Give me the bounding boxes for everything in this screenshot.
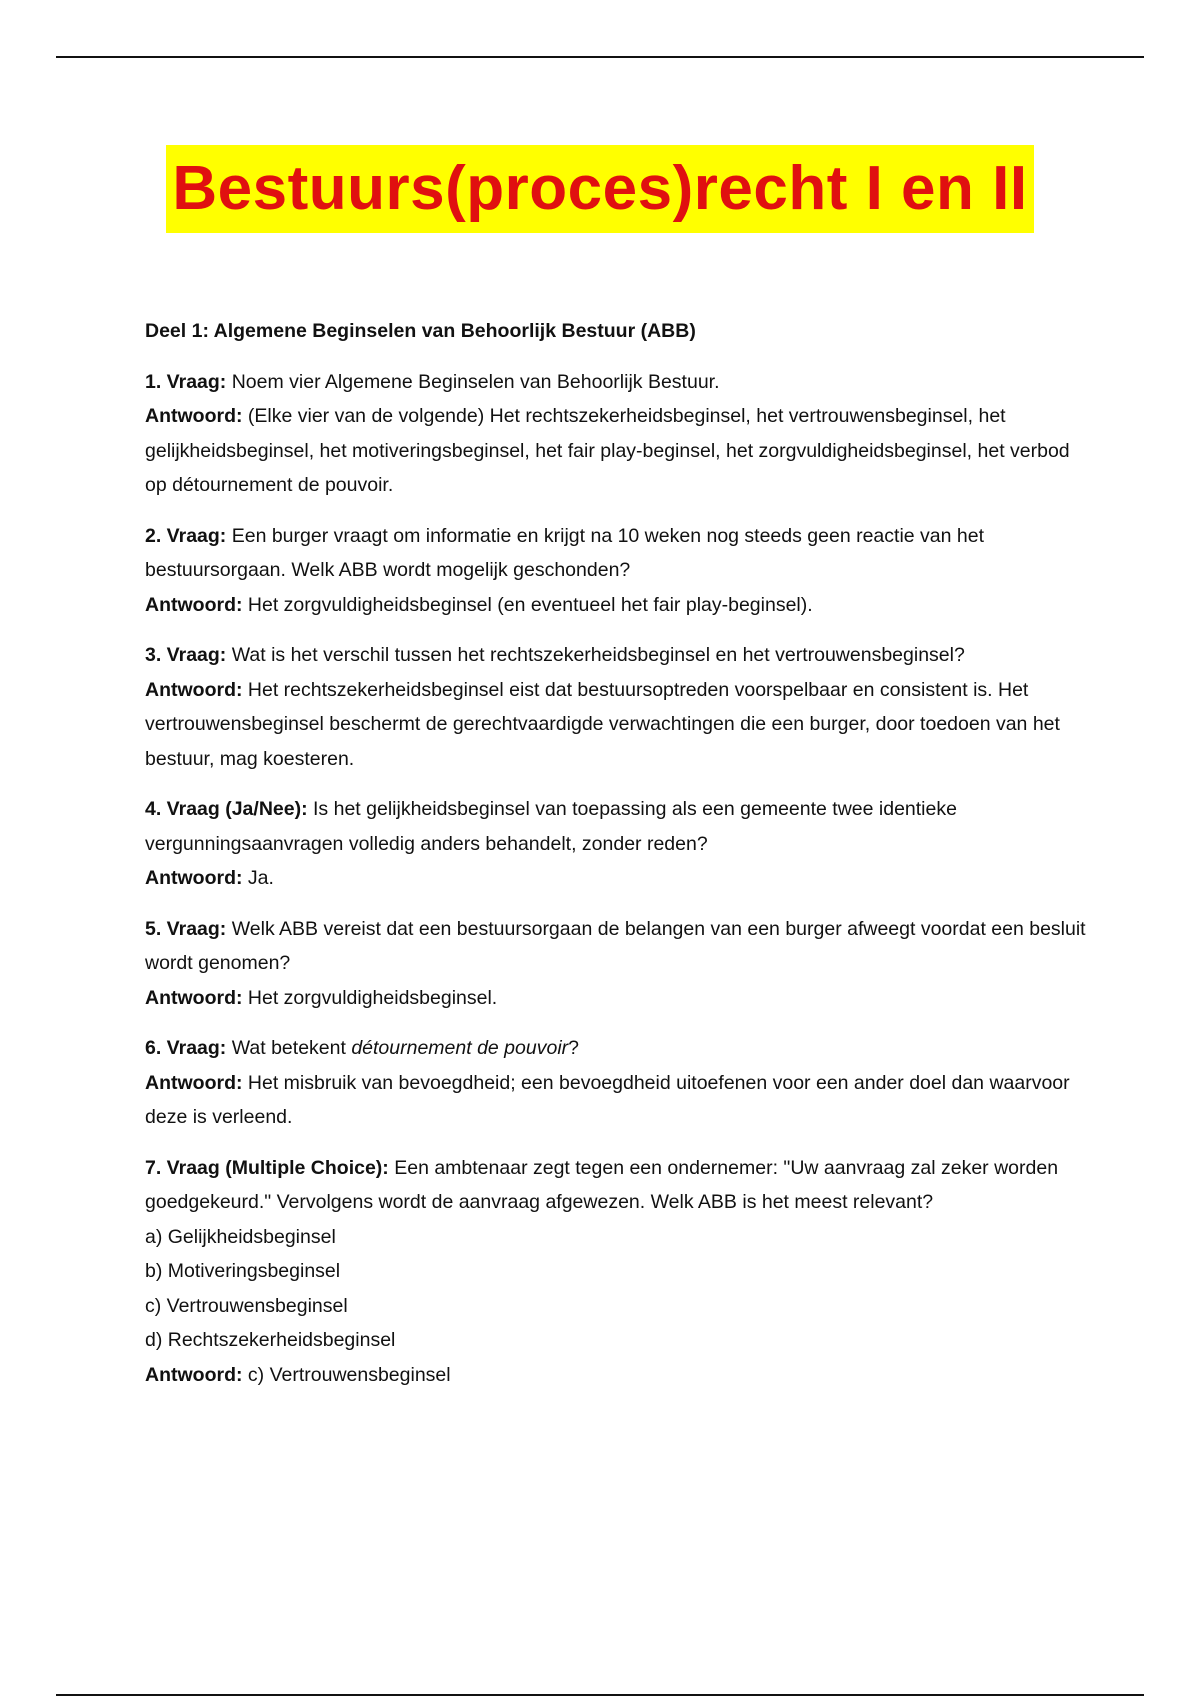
question-text: Wat betekent — [231, 1037, 346, 1059]
option-a: a) Gelijkheidsbeginsel — [145, 1225, 336, 1248]
question-text: Noem vier Algemene Beginselen van Behoorlijk Bestuur. — [231, 370, 720, 393]
question-6 — [145, 1031, 1095, 1066]
answer-label: Antwoord: — [145, 867, 243, 889]
title-wrap — [0, 145, 1200, 233]
question-label: 6. Vraag: — [145, 1037, 227, 1059]
answer-5 — [145, 981, 1095, 1016]
answer-1 — [145, 399, 1095, 503]
answer-label: Antwoord: — [145, 593, 243, 616]
question-text-italic: détournement de pouvoir — [351, 1037, 569, 1059]
qa-item-1 — [145, 365, 1095, 503]
question-label: 7. Vraag (Multiple Choice): — [145, 1156, 389, 1179]
qa-item-7 — [145, 1151, 1095, 1393]
question-2 — [145, 519, 1095, 588]
page-title: Bestuurs(proces)recht I en II — [166, 145, 1033, 233]
question-1 — [145, 365, 1095, 400]
qa-item-4 — [145, 792, 1095, 896]
qa-item-2 — [145, 519, 1095, 623]
question-text: Een ambtenaar zegt tegen een ondernemer: "Uw aanvraag zal zeker worden goedgekeurd." Vervolgens wordt de aanvraag afgewezen. Welk ABB is het meest relevant? — [145, 1156, 1059, 1213]
answer-label: Antwoord: — [145, 1363, 243, 1386]
question-label: 2. Vraag: — [145, 524, 227, 547]
answer-text: (Elke vier van de volgende) Het rechtszekerheidsbeginsel, het vertrouwensbeginsel, het gelijkheidsbeginsel, het motiveringsbeginsel, het fair play-beginsel, het zorgvuldigheidsbeginsel, het verbod op détournement de pouvoir. — [145, 405, 1070, 496]
answer-text: Het zorgvuldigheidsbeginsel. — [247, 986, 498, 1009]
question-4 — [145, 792, 1095, 861]
option-d: d) Rechtszekerheidsbeginsel — [145, 1329, 396, 1351]
qa-item-3 — [145, 638, 1095, 776]
question-text: Een burger vraagt om informatie en krijgt na 10 weken nog steeds geen reactie van het bestuursorgaan. Welk ABB wordt mogelijk geschonden? — [145, 524, 985, 581]
option-c: c) Vertrouwensbeginsel — [145, 1294, 348, 1317]
question-label: 1. Vraag: — [145, 370, 227, 393]
question-text: Is het gelijkheidsbeginsel van toepassing als een gemeente twee identieke vergunningsaanvragen volledig anders behandelt, zonder reden? — [145, 798, 957, 855]
question-text-end: ? — [568, 1037, 580, 1059]
qa-item-6 — [145, 1031, 1095, 1135]
question-text: Welk ABB vereist dat een bestuursorgaan de belangen van een burger afweegt voordat een besluit wordt genomen? — [145, 917, 1086, 974]
answer-text: Het misbruik van bevoegdheid; een bevoegdheid uitoefenen voor een ander doel dan waarvoor deze is verleend. — [145, 1071, 1070, 1128]
question-label: 4. Vraag (Ja/Nee): — [145, 798, 308, 820]
answer-text: Het rechtszekerheidsbeginsel eist dat bestuursoptreden voorspelbaar en consistent is. Het vertrouwensbeginsel beschermt de gerechtvaardigde verwachtingen die een burger, door toedoen van het bestuur, mag koesteren. — [145, 678, 1060, 770]
answer-label: Antwoord: — [145, 405, 243, 427]
answer-label: Antwoord: — [145, 678, 243, 701]
question-text: Wat is het verschil tussen het rechtszekerheidsbeginsel en het vertrouwensbeginsel? — [231, 644, 965, 666]
answer-label: Antwoord: — [145, 1071, 243, 1094]
answer-label: Antwoord: — [145, 986, 243, 1009]
section-heading: Deel 1: Algemene Beginselen van Behoorlijk Bestuur (ABB) — [145, 320, 696, 342]
answer-2 — [145, 588, 1095, 623]
answer-text: Het zorgvuldigheidsbeginsel (en eventueel het fair play-beginsel). — [247, 593, 813, 616]
bottom-rule — [56, 1694, 1144, 1696]
question-5 — [145, 912, 1095, 981]
answer-text: c) Vertrouwensbeginsel — [247, 1363, 451, 1386]
question-label: 5. Vraag: — [145, 917, 227, 940]
top-rule — [56, 56, 1144, 58]
question-label: 3. Vraag: — [145, 644, 227, 666]
answer-4 — [145, 861, 1095, 896]
answer-3 — [145, 673, 1095, 777]
document-body — [145, 314, 1095, 1408]
question-7 — [145, 1151, 1095, 1220]
answer-6 — [145, 1066, 1095, 1135]
option-b: b) Motiveringsbeginsel — [145, 1260, 341, 1282]
qa-item-5 — [145, 912, 1095, 1016]
answer-7 — [145, 1358, 1095, 1393]
question-3 — [145, 638, 1095, 673]
answer-text: Ja. — [247, 867, 274, 889]
